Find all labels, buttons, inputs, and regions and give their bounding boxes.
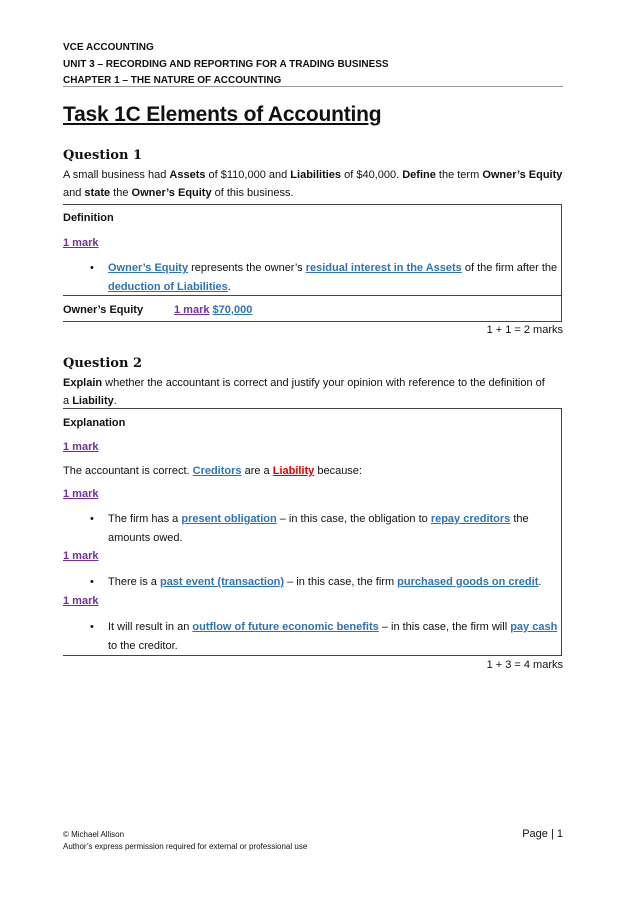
bullet-icon: • [90, 576, 94, 588]
explanation-point-2: • There is a past event (transaction) – in this case, the firm purchased goods on credit. [63, 573, 598, 592]
mark-label: 1 mark [63, 550, 99, 562]
header-divider [63, 86, 563, 87]
copyright-text: © Michael Allison [63, 830, 125, 839]
mark-label: 1 mark [63, 441, 99, 453]
header-chapter: CHAPTER 1 – THE NATURE OF ACCOUNTING [63, 75, 282, 86]
question-2-text: Explain whether the accountant is correct and justify your opinion with reference to the definition of a Liability. [63, 377, 545, 407]
page-number: Page | 1 [522, 828, 563, 840]
bullet-icon: • [90, 621, 94, 633]
explanation-point-3: • It will result in an outflow of future economic benefits – in this case, the firm will pay cash to the creditor. [63, 618, 598, 656]
permission-text: Author’s express permission required for external or professional use [63, 842, 308, 851]
owners-equity-label: Owner’s Equity [63, 304, 144, 316]
definition-label: Definition [63, 212, 114, 224]
question-1-answer-box [63, 204, 562, 322]
page-title: Task 1C Elements of Accounting [63, 103, 382, 126]
question-1-marks: 1 + 1 = 2 marks [486, 324, 563, 336]
question-2-answer-box [63, 408, 562, 656]
question-1-text: A small business had Assets of $110,000 and Liabilities of $40,000. Define the term Owner’s Equity and state the Owner’s Equity of this business. [63, 169, 563, 199]
header-unit: UNIT 3 – RECORDING AND REPORTING FOR A TRADING BUSINESS [63, 58, 389, 70]
header-course: VCE ACCOUNTING [63, 42, 154, 53]
mark-label: 1 mark [63, 488, 99, 500]
bullet-icon: • [90, 513, 94, 525]
document-header [63, 40, 563, 90]
question-2-heading: Question 2 [63, 356, 143, 371]
mark-label: 1 mark [63, 237, 99, 249]
explanation-point-1: • The firm has a present obligation – in this case, the obligation to repay creditors the amounts owed. [63, 510, 598, 548]
footer-copyright [63, 829, 307, 853]
question-1-heading: Question 1 [63, 148, 143, 163]
explanation-intro: The accountant is correct. Creditors are a Liability because: [63, 465, 362, 477]
bullet-icon: • [90, 262, 94, 274]
box-divider [63, 295, 561, 296]
question-2-marks: 1 + 3 = 4 marks [486, 659, 563, 671]
owners-equity-answer: 1 mark $70,000 [174, 304, 253, 316]
mark-label: 1 mark [63, 595, 99, 607]
definition-bullet: • Owner’s Equity represents the owner’s residual interest in the Assets of the firm after the deduction of Liabilities. [63, 259, 598, 297]
explanation-label: Explanation [63, 417, 126, 429]
